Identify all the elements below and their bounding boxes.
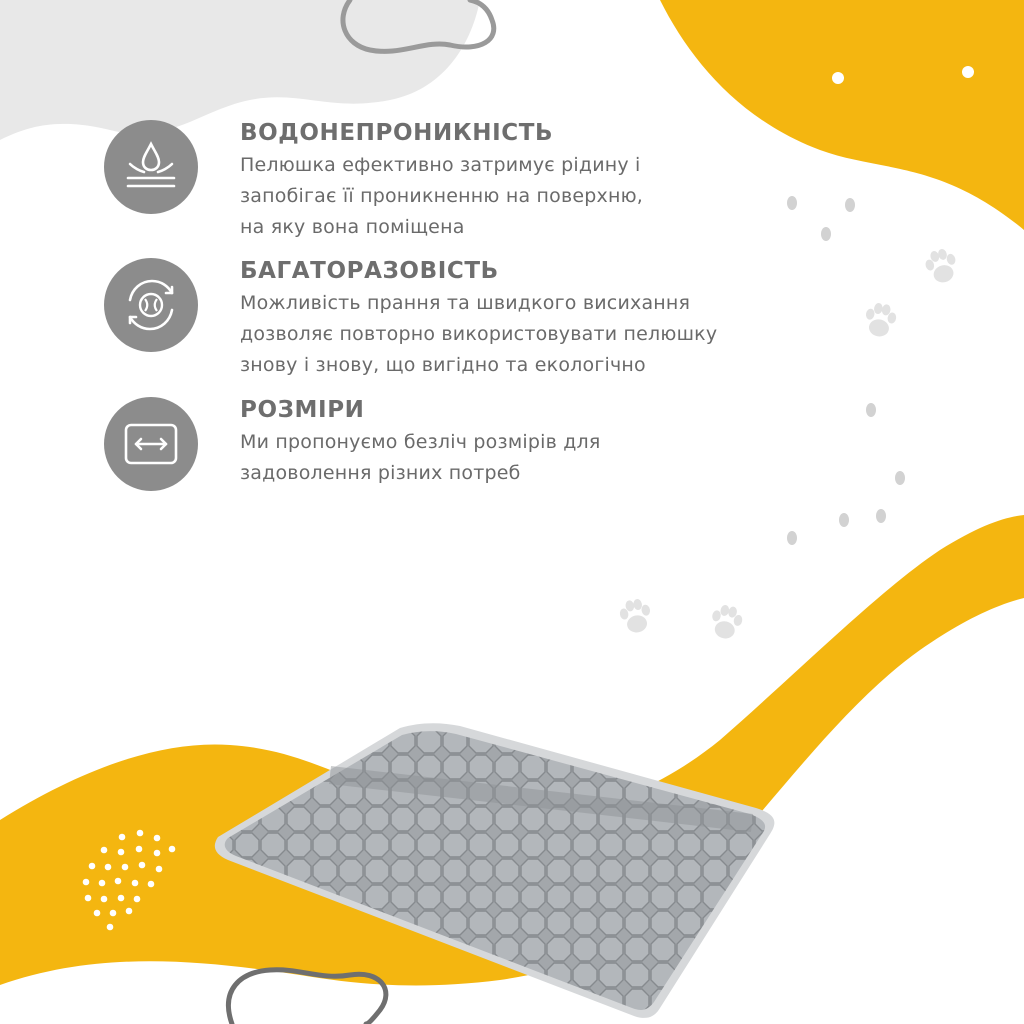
feature-description: Можливість прання та швидкого висихання дозволяє повторно використовувати пелюшку знову і знову, що вигідно та екологічно: [240, 292, 718, 376]
top-gray-wave: [0, 0, 480, 140]
feature-reusable: [104, 258, 804, 376]
feature-title: РОЗМІРИ: [240, 397, 365, 423]
reuse-cycle-icon: [104, 258, 198, 352]
feature-description: Пелюшка ефективно затримує рідину і запобігає її проникненню на поверхню, на яку вона поміщена: [240, 154, 644, 238]
water-drop-icon: [104, 120, 198, 214]
feature-sizes: [104, 397, 804, 507]
feature-description: Ми пропонуємо безліч розмірів для задоволення різних потреб: [240, 431, 601, 484]
size-arrows-icon: [104, 397, 198, 491]
feature-title: ВОДОНЕПРОНИКНІСТЬ: [240, 120, 554, 146]
feature-title: БАГАТОРАЗОВІСТЬ: [240, 258, 499, 284]
feature-waterproof: [104, 120, 804, 238]
